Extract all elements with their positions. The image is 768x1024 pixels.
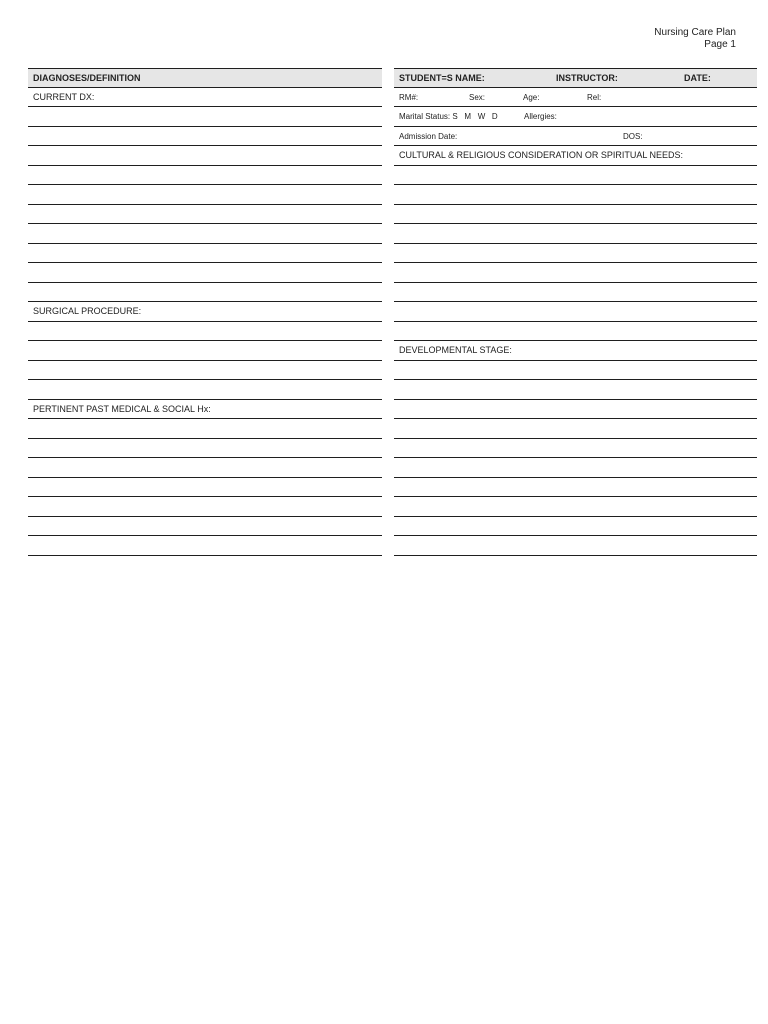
blank-line[interactable] [394,497,757,517]
blank-line[interactable] [28,419,382,439]
blank-line[interactable] [28,283,382,303]
blank-line[interactable] [394,263,757,283]
room-number-label: RM#: [399,92,419,102]
blank-line[interactable] [394,458,757,478]
blank-line[interactable] [394,224,757,244]
marital-status-label: Marital Status: S M W D [399,112,498,121]
marital-allergies-row[interactable] [394,107,757,127]
student-info-heading [394,68,757,88]
date-label: DATE: [684,73,711,83]
age-label: Age: [523,92,540,102]
blank-line[interactable] [394,400,757,420]
cultural-needs-label[interactable]: CULTURAL & RELIGIOUS CONSIDERATION OR SPIRITUAL NEEDS: [394,146,757,166]
blank-line[interactable] [28,107,382,127]
blank-line[interactable] [28,205,382,225]
blank-line[interactable] [394,302,757,322]
student-name-label: STUDENT=S NAME: [399,73,485,83]
admission-date-label: Admission Date: [399,131,458,141]
blank-line[interactable] [28,224,382,244]
blank-line[interactable] [394,380,757,400]
sex-label: Sex: [469,92,486,102]
dos-label: DOS: [623,131,643,141]
blank-line[interactable] [28,478,382,498]
surgical-procedure-label[interactable]: SURGICAL PROCEDURE: [28,302,382,322]
past-history-label[interactable]: PERTINENT PAST MEDICAL & SOCIAL Hx: [28,400,382,420]
instructor-label: INSTRUCTOR: [556,73,618,83]
blank-line[interactable] [394,205,757,225]
blank-line[interactable] [394,478,757,498]
blank-line[interactable] [394,283,757,303]
current-dx-label[interactable]: CURRENT DX: [28,88,382,108]
blank-line[interactable] [394,536,757,556]
page-header [654,27,736,51]
allergies-label: Allergies: [524,112,557,121]
blank-line[interactable] [28,517,382,537]
blank-line[interactable] [28,146,382,166]
blank-line[interactable] [28,341,382,361]
blank-line[interactable] [28,458,382,478]
blank-line[interactable] [28,263,382,283]
blank-line[interactable] [394,517,757,537]
form-title: Nursing Care Plan [654,27,736,38]
patient-info-column [394,68,757,556]
blank-line[interactable] [394,166,757,186]
blank-line[interactable] [28,536,382,556]
blank-line[interactable] [28,361,382,381]
blank-line[interactable] [394,361,757,381]
page-number: Page 1 [704,39,736,50]
blank-line[interactable] [28,322,382,342]
blank-line[interactable] [28,439,382,459]
blank-line[interactable] [28,497,382,517]
blank-line[interactable] [394,322,757,342]
admission-row[interactable] [394,127,757,147]
religion-label: Rel: [587,92,602,102]
patient-demographics-row[interactable] [394,88,757,108]
blank-line[interactable] [394,419,757,439]
blank-line[interactable] [394,439,757,459]
blank-line[interactable] [28,166,382,186]
diagnoses-column [28,68,382,556]
blank-line[interactable] [28,380,382,400]
diagnoses-heading: DIAGNOSES/DEFINITION [28,68,382,88]
blank-line[interactable] [28,244,382,264]
blank-line[interactable] [394,185,757,205]
developmental-stage-label[interactable]: DEVELOPMENTAL STAGE: [394,341,757,361]
blank-line[interactable] [28,185,382,205]
blank-line[interactable] [28,127,382,147]
blank-line[interactable] [394,244,757,264]
